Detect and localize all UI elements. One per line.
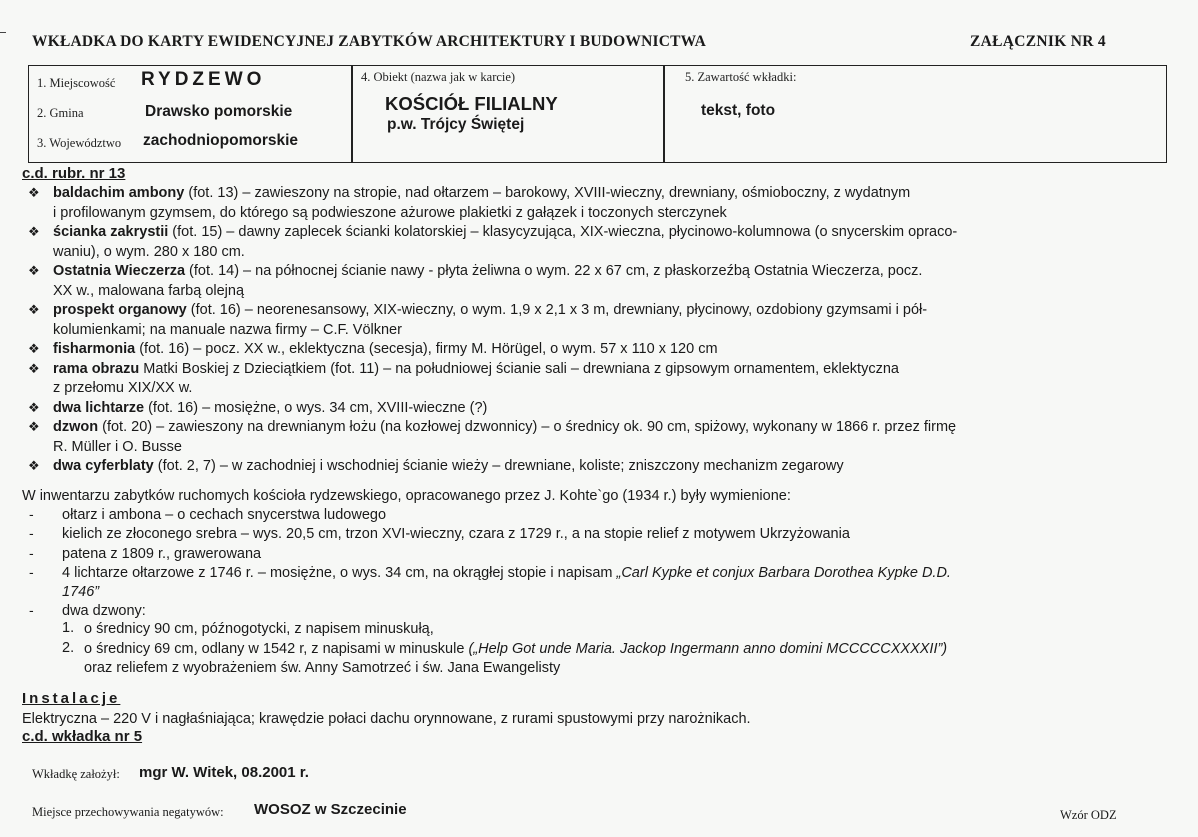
- bullet-icon: ❖: [28, 458, 40, 473]
- storage-label: Miejsce przechowywania negatywów:: [32, 805, 224, 819]
- bullet-icon: ❖: [28, 302, 40, 317]
- item-line: fisharmonia (fot. 16) – pocz. XX w., eklektyczna (secesja), firmy M. Hörügel, o wym. 57 x 110 x 120 cm: [53, 341, 718, 357]
- item-line: rama obrazu Matki Boskiej z Dzieciątkiem (fot. 11) – na południowej ścianie sali – drewniana z gipsowym ornamentem, eklektyczna: [53, 360, 899, 377]
- inventory-item: ołtarz i ambona – o cechach snycerstwa ludowego: [62, 507, 387, 523]
- object-subtitle: p.w. Trójcy Świętej: [387, 116, 525, 133]
- bell-number-1: 1.: [62, 620, 75, 636]
- item-line-cont: XX w., malowana farbą olejną: [53, 282, 245, 299]
- item-line: Ostatnia Wieczerza (fot. 14) – na północnej ścianie nawy - płyta żeliwna o wym. 22 x 67 cm, z płaskorzeźbą Ostatnia Wieczerza, pocz.: [53, 263, 923, 279]
- item-line-cont: kolumienkami; na manuale nazwa firmy – C.F. Völkner: [53, 321, 402, 338]
- bell-text-2-cont: oraz reliefem z wyobrażeniem św. Anny Samotrzeć i św. Jana Ewangelisty: [84, 660, 561, 676]
- commune-value: Drawsko pomorskie: [145, 103, 293, 120]
- commune-label: 2. Gmina: [37, 106, 84, 120]
- continued-label: c.d. wkładka nr 5: [22, 728, 143, 745]
- candles-line-cont: 1746”: [62, 584, 100, 600]
- bell-number-2: 2.: [62, 640, 75, 656]
- author-value: mgr W. Witek, 08.2001 r.: [139, 764, 309, 781]
- object-name: KOŚCIÓŁ FILIALNY: [385, 93, 558, 114]
- object-label: 4. Obiekt (nazwa jak w karcie): [361, 70, 516, 84]
- bullet-icon: ❖: [28, 419, 40, 434]
- installations-heading: Instalacje: [22, 690, 121, 707]
- item-line: baldachim ambony (fot. 13) – zawieszony na stropie, nad ołtarzem – barokowy, XVIII-wieczny, drewniany, ośmioboczny, z wydatnym: [53, 185, 911, 201]
- dash-marker: -: [29, 602, 34, 618]
- bullet-icon: ❖: [28, 224, 40, 239]
- candles-line: 4 lichtarze ołtarzowe z 1746 r. – mosiężne, o wys. 34 cm, na okrągłej stopie i napisam „Carl Kypke et conjux Barbara Dorothea Kypke D.D.: [62, 565, 951, 581]
- installations-text: Elektryczna – 220 V i nagłaśniająca; krawędzie połaci dachu orynnowane, z rurami spustowymi przy narożnikach.: [22, 711, 751, 727]
- bullet-icon: ❖: [28, 360, 40, 376]
- item-line-cont: i profilowanym gzymsem, do którego są podwieszone ażurowe plakietki z gałązek i toczonych sterczynek: [53, 204, 727, 221]
- item-line-cont: R. Müller i O. Busse: [53, 438, 182, 455]
- item-line: dzwon (fot. 20) – zawieszony na drewnianym łożu (na kozłowej dzwonnicy) – o średnicy ok. 90 cm, spiżowy, wykonany w 1866 r. przez firmę: [53, 419, 957, 435]
- bell-text-2: o średnicy 69 cm, odlany w 1542 r, z napisami w minuskule („Help Got unde Maria. Jackop Ingermann anno domini MCCCCCXXXXII”): [84, 641, 948, 657]
- inventory-item: kielich ze złoconego srebra – wys. 20,5 cm, trzon XVI-wieczny, czara z 1729 r., a na stopie relief z motywem Ukrzyżowania: [62, 526, 850, 543]
- contents-value: tekst, foto: [701, 102, 776, 119]
- bell-text-1: o średnicy 90 cm, późnogotycki, z napisem minuskułą,: [84, 621, 434, 637]
- contents-label: 5. Zawartość wkładki:: [685, 70, 797, 84]
- author-label: Wkładkę założył:: [32, 767, 120, 781]
- bullet-icon: ❖: [28, 341, 40, 356]
- document-title: WKŁADKA DO KARTY EWIDENCYJNEJ ZABYTKÓW ARCHITEKTURY I BUDOWNICTWA: [32, 33, 707, 50]
- bullet-icon: ❖: [28, 399, 40, 415]
- bullet-icon: ❖: [28, 263, 40, 278]
- section-heading: c.d. rubr. nr 13: [22, 165, 126, 182]
- info-divider-2: [663, 66, 665, 162]
- model-label: Wzór ODZ: [1060, 808, 1117, 822]
- dash-marker: -: [29, 544, 34, 561]
- dash-marker: -: [29, 506, 34, 522]
- dash-marker: -: [29, 564, 34, 580]
- bells-label: dwa dzwony:: [62, 603, 146, 619]
- item-line: dwa cyferblaty (fot. 2, 7) – w zachodniej i wschodniej ścianie wieży – drewniane, koliste; zniszczony mechanizm zegarowy: [53, 458, 844, 474]
- item-line-cont: waniu), o wym. 280 x 180 cm.: [53, 243, 245, 260]
- inventory-intro: W inwentarzu zabytków ruchomych kościoła rydzewskiego, opracowanego przez J. Kohte`go (1934 r.) były wymienione:: [22, 488, 791, 504]
- margin-tick: [0, 32, 6, 33]
- bullet-icon: ❖: [28, 185, 40, 200]
- locality-value: RYDZEWO: [141, 69, 266, 90]
- dash-marker: -: [29, 525, 34, 542]
- storage-value: WOSOZ w Szczecinie: [254, 801, 407, 818]
- info-box: [28, 65, 1167, 163]
- voivodeship-label: 3. Województwo: [37, 136, 122, 150]
- item-line-cont: z przełomu XIX/XX w.: [53, 380, 193, 396]
- voivodeship-value: zachodniopomorskie: [143, 132, 299, 149]
- item-line: dwa lichtarze (fot. 16) – mosiężne, o wys. 34 cm, XVIII-wieczne (?): [53, 399, 488, 416]
- annex-label: ZAŁĄCZNIK NR 4: [970, 33, 1106, 50]
- inventory-item: patena z 1809 r., grawerowana: [62, 545, 262, 562]
- item-line: ścianka zakrystii (fot. 15) – dawny zaplecek ścianki kolatorskiej – klasycyzująca, XIX-wieczna, płycinowo-kolumnowa (o snycerskim opraco-: [53, 224, 958, 240]
- info-divider-1: [351, 66, 353, 162]
- locality-label: 1. Miejscowość: [37, 76, 116, 90]
- item-line: prospekt organowy (fot. 16) – neorenesansowy, XIX-wieczny, o wym. 1,9 x 2,1 x 3 m, drewniany, płycinowy, ozdobiony gzymsami i pół-: [53, 302, 928, 318]
